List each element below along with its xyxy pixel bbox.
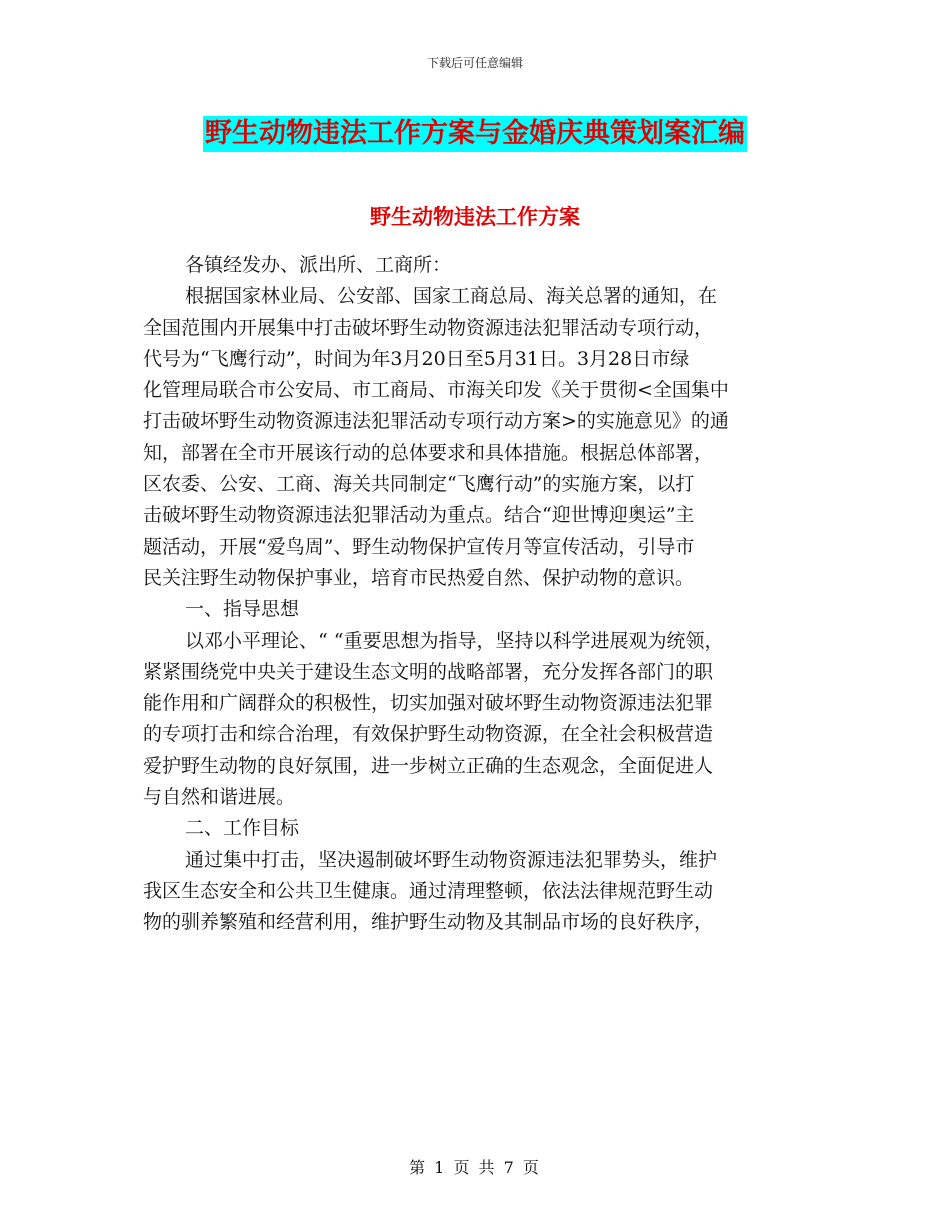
paragraph-work-goals [143,845,833,939]
text-line: 的专项打击和综合治理，有效保护野生动物资源，在全社会积极营造 [143,723,714,746]
text-line: 化管理局联合市公安局、市工商局、市海关印发《关于贯彻<全国集中 [143,379,729,402]
text-line: 民关注野生动物保护事业，培育市民热爱自然、保护动物的意识。 [143,566,695,589]
text-line: 击破坏野生动物资源违法犯罪活动为重点。结合“迎世博迎奥运”主 [143,504,695,527]
text-line: 根据国家林业局、公安部、国家工商总局、海关总署的通知，在 [185,285,718,308]
paragraph-salutation [143,250,833,281]
document-title-text: 野生动物违法工作方案与金婚庆典策划案汇编 [203,116,747,152]
header-note: 下载后可任意编辑 [426,56,523,70]
section-title: 野生动物违法工作方案 [370,204,580,229]
text-line: 全国范围内开展集中打击破坏野生动物资源违法犯罪活动专项行动， [143,316,714,339]
document-title [0,112,950,152]
paragraph-background [143,281,833,594]
text-line: 以邓小平理论、“ “重要思想为指导，坚持以科学进展观为统领， [185,629,724,652]
text-line: 与自然和谐进展。 [143,786,296,809]
text-line: 能作用和广阔群众的积极性，切实加强对破坏野生动物资源违法犯罪 [143,692,714,715]
text-line: 二、工作目标 [185,817,300,840]
text-line: 物的驯养繁殖和经营利用，维护野生动物及其制品市场的良好秩序， [143,911,714,934]
page-footer: 第 1 页 共 7 页 [409,1158,541,1177]
paragraph-guiding-ideology [143,626,833,814]
text-line: 区农委、公安、工商、海关共同制定“飞鹰行动”的实施方案，以打 [143,473,695,496]
text-line: 知，部署在全市开展该行动的总体要求和具体措施。根据总体部署， [143,441,714,464]
text-line: 一、指导思想 [185,598,300,621]
text-line: 题活动，开展“爱鸟周”、野生动物保护宣传月等宣传活动，引导市 [143,535,695,558]
text-line: 爱护野生动物的良好氛围，进一步树立正确的生态观念，全面促进人 [143,754,714,777]
text-line: 打击破坏野生动物资源违法犯罪活动专项行动方案>的实施意见》的通 [143,410,729,433]
heading-work-goals [143,813,833,844]
text-line: 紧紧围绕党中央关于建设生态文明的战略部署，充分发挥各部门的职 [143,660,714,683]
text-line: 通过集中打击，坚决遏制破坏野生动物资源违法犯罪势头，维护 [185,848,718,871]
text-line: 我区生态安全和公共卫生健康。通过清理整顿，依法法律规范野生动 [143,879,714,902]
document-body [143,250,833,939]
heading-guiding-ideology [143,594,833,625]
text-line: 代号为“飞鹰行动”，时间为年3月20日至5月31日。3月28日市绿 [143,347,690,370]
text-line: 各镇经发办、派出所、工商所： [185,254,452,276]
